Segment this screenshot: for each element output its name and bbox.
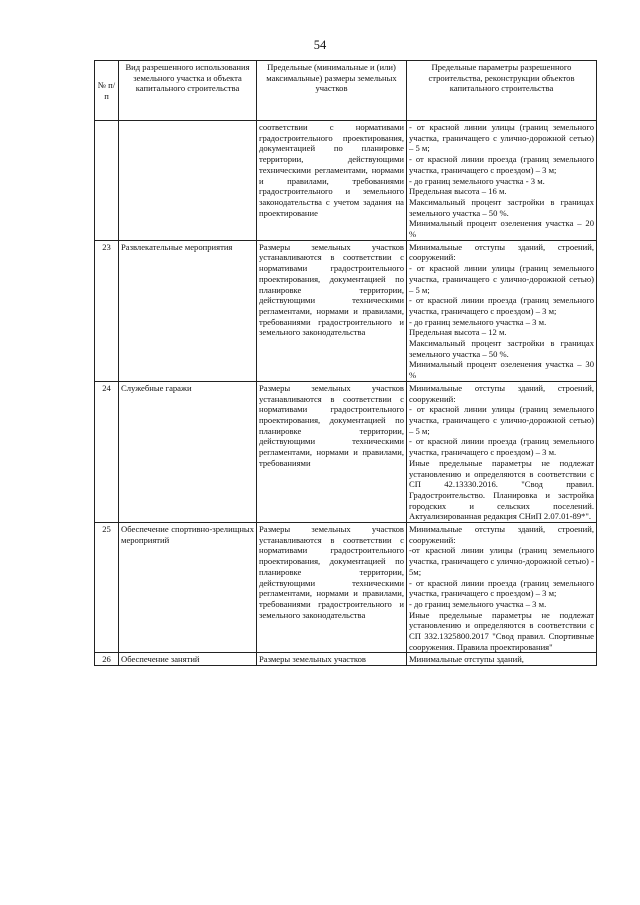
row-use-text: Обеспечение спортивно-зрелищных мероприятий (121, 524, 254, 545)
param-line: Минимальные отступы зданий, строений, сооружений: (409, 524, 594, 545)
row-size (257, 653, 407, 666)
param-line: - от красной линии проезда (границ земельного участка, граничащего с проездом) – 3 м; (409, 577, 594, 599)
row-size-text: Размеры земельных участков устанавливаются в соответствии с нормативами градостроительного проектирования, документацией по планировке территории, действующими техническими регламентами, нормами и правилами, требованиями (259, 382, 404, 468)
header-params: Предельные параметры разрешенного строительства, реконструкции объектов капитального строительства (407, 61, 597, 121)
table-row (95, 240, 597, 381)
table-row (95, 653, 597, 666)
param-line: Минимальные отступы зданий, (409, 654, 524, 665)
row-size (257, 381, 407, 522)
row-params (407, 240, 597, 381)
row-params (407, 653, 597, 666)
param-line: Минимальные отступы зданий, строений, сооружений: (409, 382, 594, 404)
row-size (257, 240, 407, 381)
param-line: - от красной линии улицы (границ земельного участка, граничащего с улично-дорожной сетью) – 5 м; (409, 122, 594, 154)
param-line: Максимальный процент застройки в границах земельного участка – 50 %. (409, 338, 594, 359)
row-size-text: соответствии с нормативами градостроительного проектирования, документацией по планировке территории, действующими техническими регламентами, нормами и правилами, требованиями градостроительного и земельного законодательства с учетом задания на проектирование (259, 122, 404, 218)
param-line: - от красной линии улицы (границ земельного участка, граничащего с улично-дорожной сетью) – 5 м; (409, 404, 594, 436)
row-use (119, 523, 257, 653)
row-use: Служебные гаражи (119, 381, 257, 522)
param-line: - до границ земельного участка – 3 м. (409, 598, 547, 609)
param-line: Максимальный процент застройки в границах земельного участка – 50 %. (409, 196, 594, 218)
param-line: - от красной линии улицы (границ земельного участка, граничащего с улично-дорожной сетью) – 5 м; (409, 263, 594, 295)
param-line: - от красной линии проезда (границ земельного участка, граничащего с проездом) – 3 м; (409, 295, 594, 316)
table-header-row (95, 61, 597, 121)
row-num: 24 (95, 381, 119, 522)
row-use (119, 121, 257, 241)
row-size (257, 523, 407, 653)
table-row (95, 381, 597, 522)
row-size-text: Размеры земельных участков устанавливаются в соответствии с нормативами градостроительного проектирования, документацией по планировке территории, действующими техническими регламентами, нормами и правилами, требованиями градостроительного и земельного законодательства (259, 241, 404, 338)
regulations-table (94, 60, 597, 666)
param-line: Предельная высота – 16 м. (409, 186, 507, 197)
row-params (407, 381, 597, 522)
param-line: - до границ земельного участка – 3 м. (409, 316, 547, 327)
row-size-text: Размеры земельных участков устанавливаются в соответствии с нормативами градостроительного проектирования, документацией по планировке территории, действующими техническими регламентами, нормами и правилами, требованиями градостроительного и земельного законодательства (259, 524, 404, 620)
param-line: Предельная высота – 12 м. (409, 327, 507, 338)
param-line: Иные предельные параметры не подлежат установлению и определяются в соответствии с СП 42.13330.2016. "Свод правил. Градостроительство. Планировка и застройка городских и сельских поселений. Актуализированная редакция СНиП 2.07.01-89*". (409, 457, 594, 522)
param-line: Минимальный процент озеленения участка – 20 % (409, 218, 594, 240)
table-row (95, 523, 597, 653)
param-line: Минимальный процент озеленения участка – 30 % (409, 359, 594, 381)
header-size: Предельные (минимальные и (или) максимальные) размеры земельных участков (257, 61, 407, 121)
param-line: - от красной линии проезда (границ земельного участка, граничащего с проездом) – 3 м. (409, 436, 594, 458)
row-size (257, 121, 407, 241)
param-line: -от красной линии улицы (границ земельного участка, граничащего с улично-дорожной сетью) - 5м; (409, 545, 594, 577)
row-num: 25 (95, 523, 119, 653)
row-size-text: Размеры земельных участков (259, 654, 366, 665)
param-line: Минимальные отступы зданий, строений, сооружений: (409, 241, 594, 263)
row-use: Развлекательные мероприятия (119, 240, 257, 381)
row-use (119, 653, 257, 666)
row-use-text: Обеспечение занятий (121, 654, 200, 665)
row-params (407, 523, 597, 653)
row-params (407, 121, 597, 241)
header-use: Вид разрешенного использования земельного участка и объекта капитального строительства (119, 61, 257, 121)
row-num: 23 (95, 240, 119, 381)
header-num: № п/п (95, 61, 119, 121)
param-line: - до границ земельного участка - 3 м. (409, 175, 545, 186)
row-num: 26 (95, 653, 119, 666)
table-row (95, 121, 597, 241)
param-line: - от красной линии проезда (границ земельного участка, граничащего с проездом) – 3 м; (409, 154, 594, 175)
row-num (95, 121, 119, 241)
param-line: Иные предельные параметры не подлежат установлению и определяются в соответствии с СП 332.1325800.2017 "Свод правил. Спортивные сооружения. Правила проектирования" (409, 609, 594, 652)
page-number: 54 (313, 38, 327, 52)
